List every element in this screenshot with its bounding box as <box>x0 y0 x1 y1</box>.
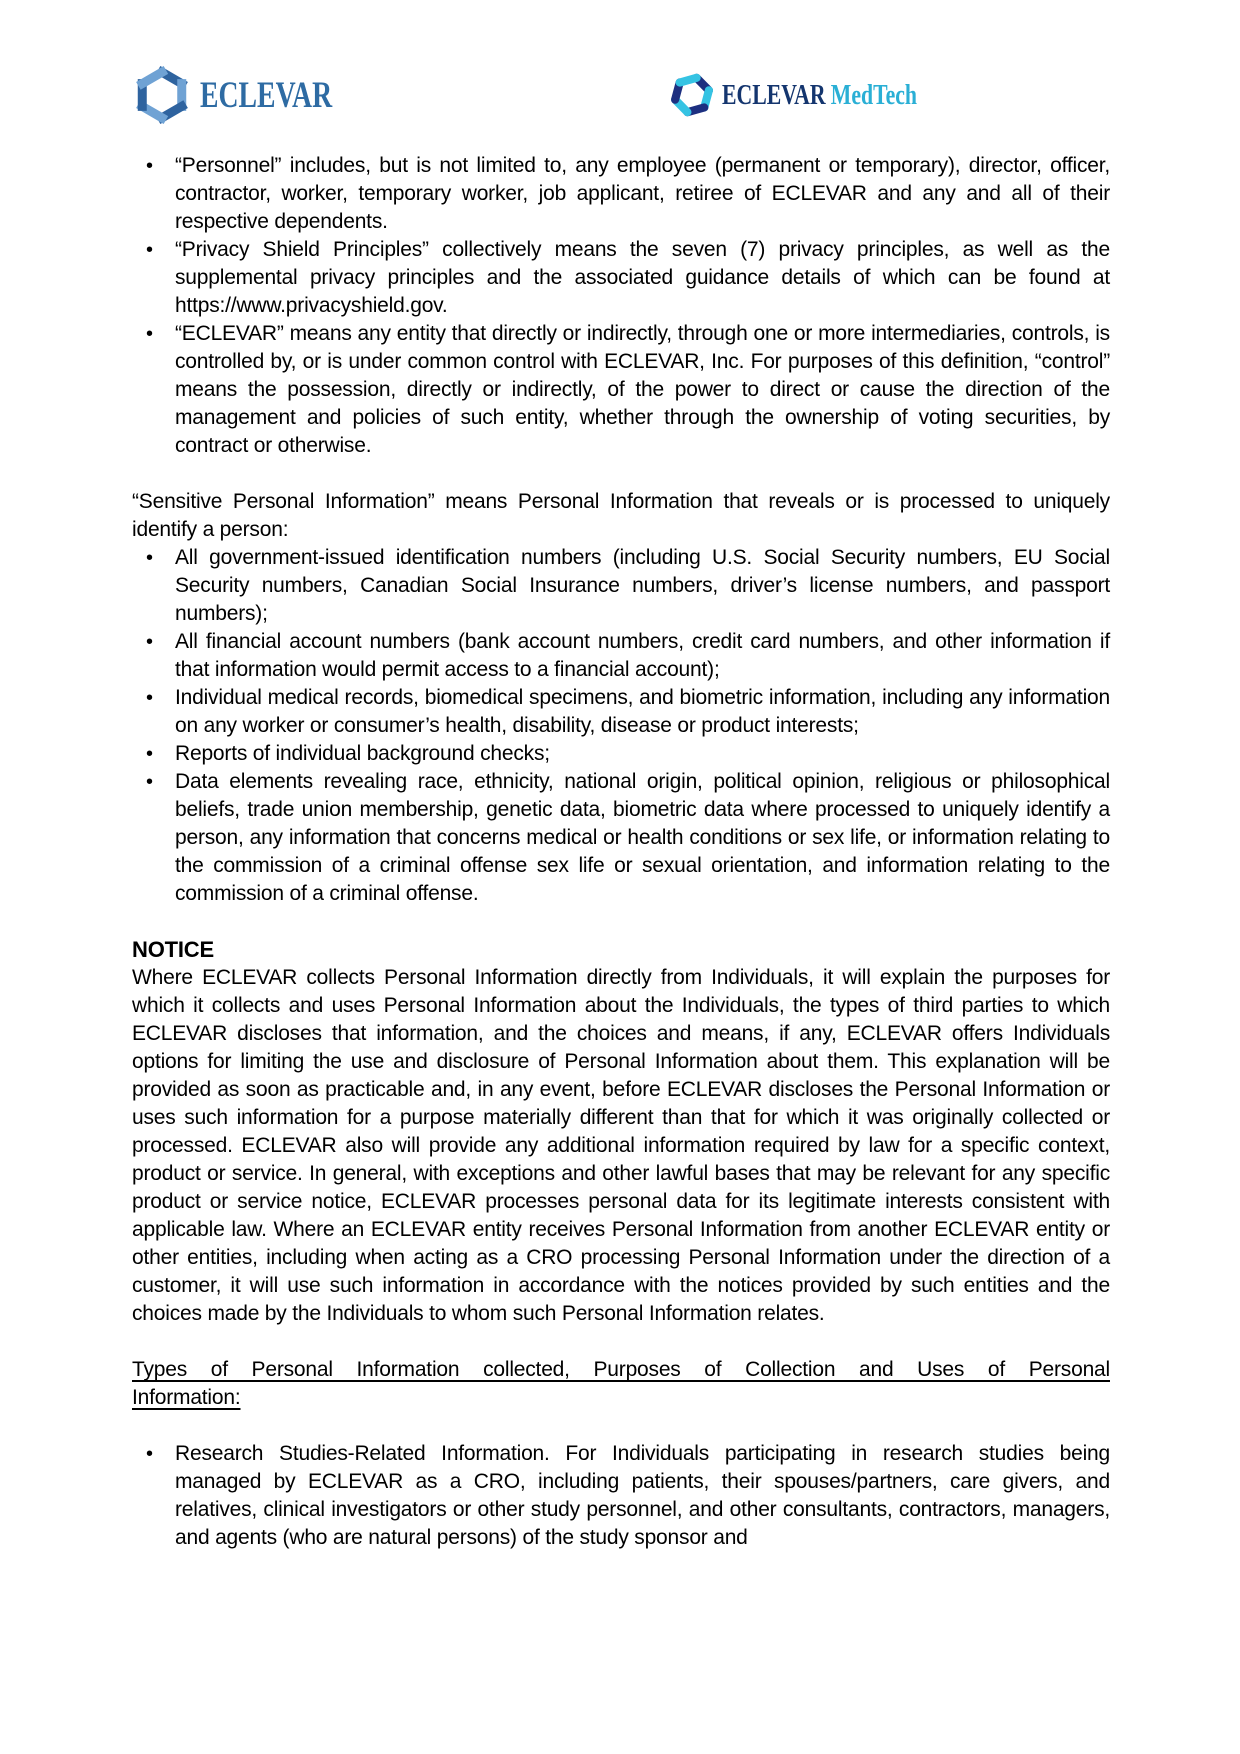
eclevar-logo <box>132 65 376 125</box>
document-body <box>132 152 1110 1552</box>
definition-list-item-text: “Personnel” includes, but is not limited to, any employee (permanent or temporary), director, officer, contractor, worker, temporary worker, job applicant, retiree of ECLEVAR and any and all of their respective dependents. <box>175 154 1110 233</box>
sensitive-info-list-item-text: Reports of individual background checks; <box>175 742 550 765</box>
document-header <box>132 64 1110 126</box>
sensitive-info-list-item <box>132 768 1110 908</box>
sensitive-info-list-item <box>132 740 1110 768</box>
eclevar-medtech-logo-text-secondary: MedTech <box>830 78 917 111</box>
definition-list-item-text: “Privacy Shield Principles” collectively means the seven (7) privacy principles, as well as the supplemental privacy principles and the associated guidance details of which can be found at https://www.privacyshield.gov. <box>175 238 1110 317</box>
eclevar-medtech-logo <box>668 71 982 119</box>
sensitive-info-list-item <box>132 628 1110 684</box>
eclevar-emblem-icon <box>132 65 192 125</box>
eclevar-medtech-emblem-icon <box>668 71 716 119</box>
types-of-personal-information-heading <box>132 1356 1110 1412</box>
notice-body: Where ECLEVAR collects Personal Information directly from Individuals, it will explain the purposes for which it collects and uses Personal Information about the Individuals, the types of third parties to which ECLEVAR discloses that information, and the choices and means, if any, ECLEVAR offers Individuals options for limiting the use and disclosure of Personal Information about them. This explanation will be provided as soon as practicable and, in any event, before ECLEVAR discloses the Personal Information or uses such information for a purpose materially different than that for which it was originally collected or processed. ECLEVAR also will provide any additional information required by law for a specific context, product or service. In general, with exceptions and other lawful bases that may be relevant for any specific product or service notice, ECLEVAR processes personal data for its legitimate interests consistent with applicable law. Where an ECLEVAR entity receives Personal Information from another ECLEVAR entity or other entities, including when acting as a CRO processing Personal Information under the direction of a customer, it will use such information in accordance with the notices provided by such entities and the choices made by the Individuals to whom such Personal Information relates. <box>132 966 1110 1325</box>
sensitive-info-list-item-text: All government-issued identification numbers (including U.S. Social Security numbers, EU Social Security numbers, Canadian Social Insurance numbers, driver’s license numbers, and passport numbers); <box>175 546 1110 625</box>
definition-list-item <box>132 152 1110 236</box>
research-studies-list <box>132 1440 1110 1552</box>
definitions-list <box>132 152 1110 460</box>
sensitive-info-list-item-text: Data elements revealing race, ethnicity, national origin, political opinion, religious or philosophical beliefs, trade union membership, genetic data, biometric data where processed to uniquely identify a person, any information that concerns medical or health conditions or sex life, or information relating to the commission of a criminal offense sex life or sexual orientation, and information relating to the commission of a criminal offense. <box>175 770 1110 905</box>
sensitive-info-list-item <box>132 544 1110 628</box>
notice-heading: NOTICE <box>132 937 214 962</box>
types-heading-line2: Information: <box>132 1386 241 1409</box>
definition-list-item <box>132 236 1110 320</box>
eclevar-logo-text: ECLEVAR <box>200 74 333 116</box>
eclevar-medtech-logo-text-primary: ECLEVAR <box>722 78 826 111</box>
sensitive-info-list-item-text: All financial account numbers (bank account numbers, credit card numbers, and other information if that information would permit access to a financial account); <box>175 630 1110 681</box>
sensitive-info-list <box>132 544 1110 908</box>
definition-list-item-text: “ECLEVAR” means any entity that directly or indirectly, through one or more intermediaries, controls, is controlled by, or is under common control with ECLEVAR, Inc. For purposes of this definition, “control” means the possession, directly or indirectly, of the power to direct or cause the direction of the management and policies of such entity, whether through the ownership of voting securities, by contract or otherwise. <box>175 322 1110 457</box>
definition-list-item <box>132 320 1110 460</box>
research-studies-list-item-text: Research Studies-Related Information. For Individuals participating in research studies being managed by ECLEVAR as a CRO, including patients, their spouses/partners, care givers, and relatives, clinical investigators or other study personnel, and other consultants, contractors, managers, and agents (who are natural persons) of the study sponsor and <box>175 1442 1110 1549</box>
types-heading-line1: Types of Personal Information collected, Purposes of Collection and Uses of Personal <box>132 1358 1110 1381</box>
research-studies-list-item <box>132 1440 1110 1552</box>
sensitive-info-list-item-text: Individual medical records, biomedical specimens, and biometric information, including any information on any worker or consumer’s health, disability, disease or product interests; <box>175 686 1110 737</box>
sensitive-info-intro: “Sensitive Personal Information” means Personal Information that reveals or is processed to uniquely identify a person: <box>132 490 1110 541</box>
sensitive-info-list-item <box>132 684 1110 740</box>
